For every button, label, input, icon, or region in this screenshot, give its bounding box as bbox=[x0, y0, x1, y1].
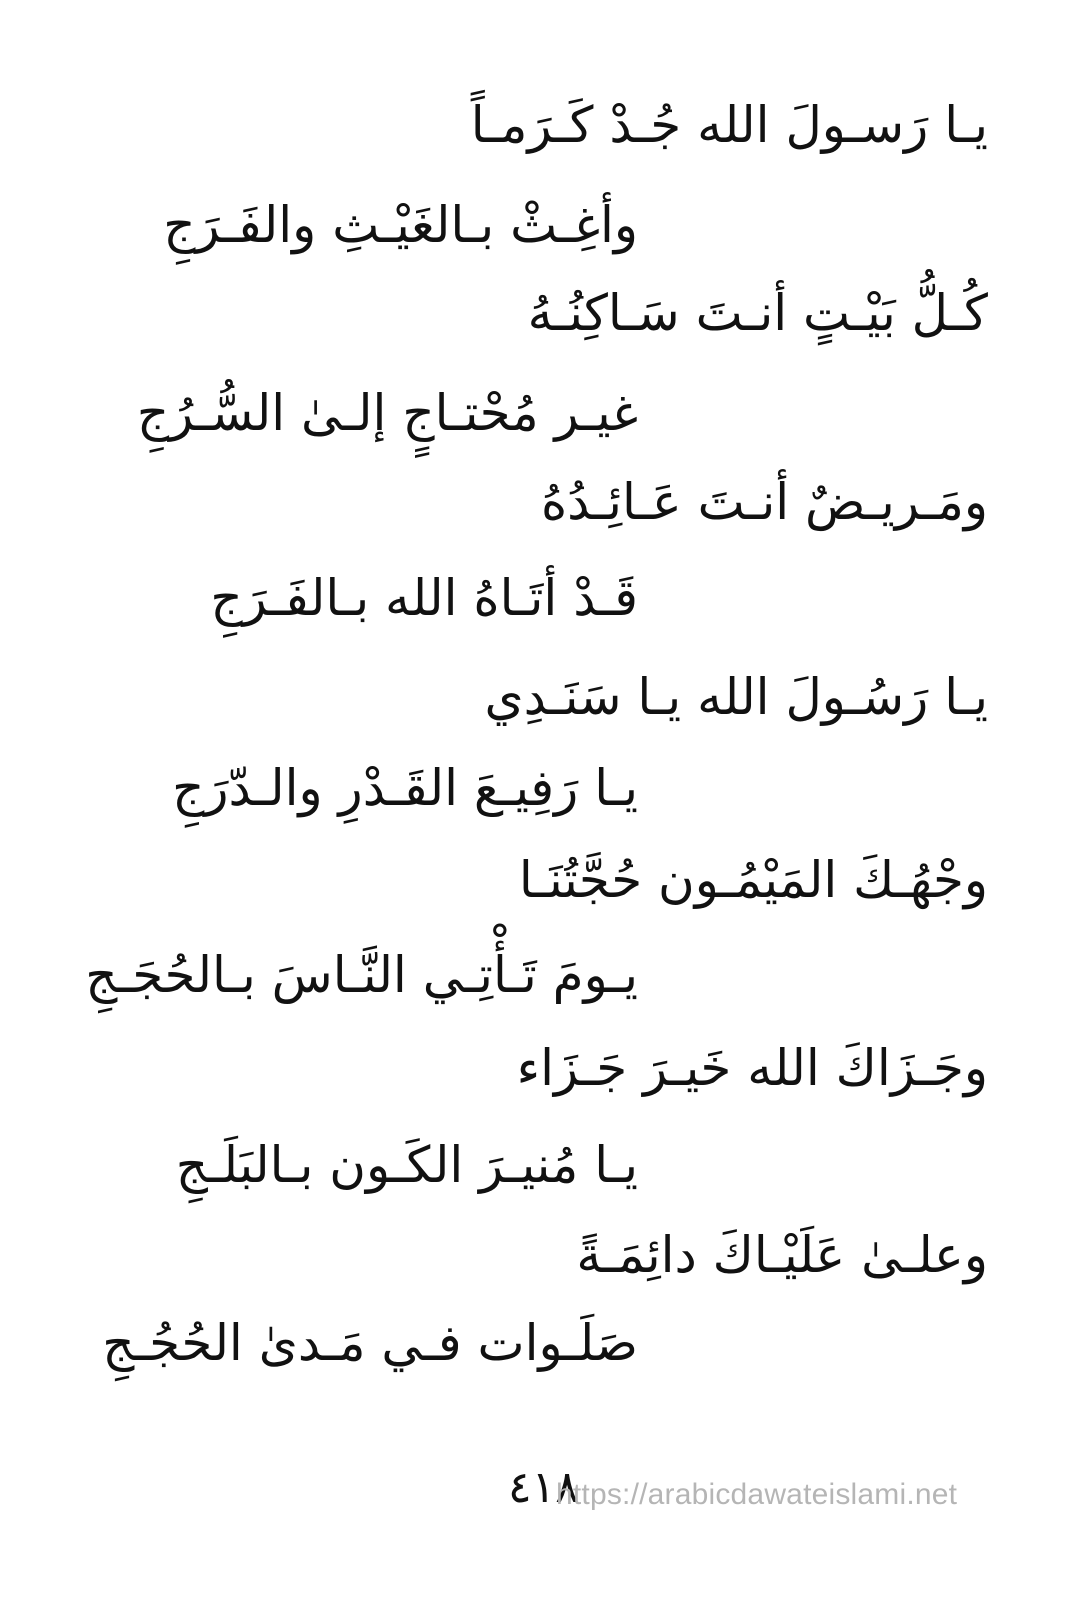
verse-4: غيـر مُحْتـاجٍ إلـىٰ السُّـرُجِ bbox=[136, 384, 638, 442]
verse-9: وجْهُـكَ المَيْمُـون حُجَّتُنَـا bbox=[518, 851, 988, 909]
verse-14: صَلَـوات فـي مَـدىٰ الحُجُـجِ bbox=[102, 1314, 638, 1372]
verse-3: كُـلُّ بَيْـتٍ أنـتَ سَـاكِنُـهُ bbox=[527, 284, 988, 342]
verse-13: وعلـىٰ عَلَيْـاكَ دائِمَـةً bbox=[576, 1226, 988, 1284]
verse-11: وجَـزَاكَ الله خَيـرَ جَـزَاء bbox=[516, 1039, 988, 1097]
verse-2: وأغِـثْ بـالغَيْـثِ والفَـرَجِ bbox=[163, 196, 638, 254]
verse-1: يـا رَسـولَ الله جُـدْ كَـرَمـاً bbox=[470, 96, 988, 154]
verse-7: يـا رَسُـولَ الله يـا سَنَـدِي bbox=[484, 668, 988, 726]
verse-8: يـا رَفِيـعَ القَـدْرِ والـدّرَجِ bbox=[172, 759, 638, 817]
verse-12: يـا مُنيـرَ الكَـون بـالبَلَـجِ bbox=[175, 1136, 638, 1194]
verse-10: يـومَ تَـأْتِـي النَّـاسَ بـالحُجَـجِ bbox=[85, 946, 638, 1004]
verse-5: ومَـريـضٌ أنـتَ عَـائِـدُهُ bbox=[540, 473, 988, 531]
page-number: ٤١٨ bbox=[508, 1462, 579, 1513]
watermark-url: https://arabicdawateislami.net bbox=[556, 1478, 958, 1511]
verse-6: قَـدْ أتَـاهُ الله بـالفَـرَجِ bbox=[210, 569, 638, 627]
